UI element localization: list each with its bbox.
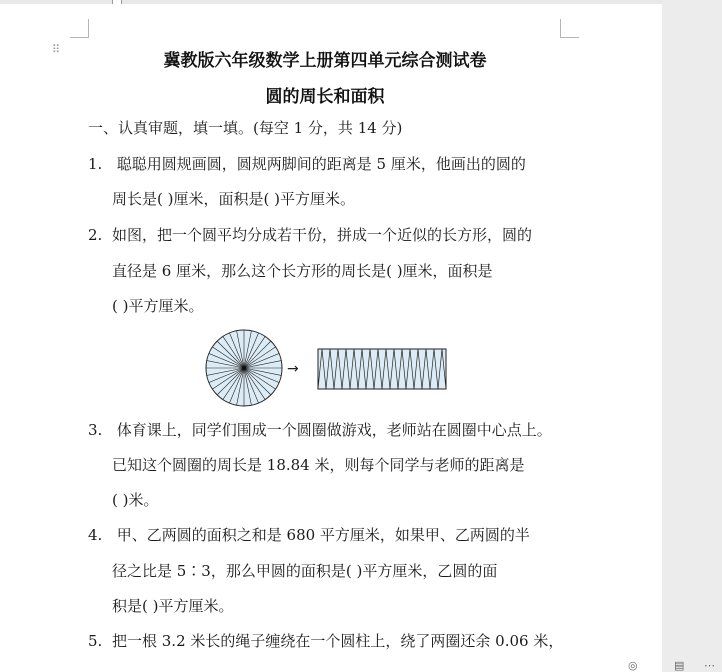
page-title: 冀教版六年级数学上册第四单元综合测试卷 — [163, 51, 487, 71]
page-subtitle: 圆的周长和面积 — [265, 87, 385, 107]
question-text: 聪聪用圆规画圆，圆规两脚间的距离是 5 厘米，他画出的圆的 — [112, 155, 526, 173]
question-text: 甲、乙两圆的面积之和是 680 平方厘米，如果甲、乙两圆的半 — [112, 526, 530, 544]
question-number: 2. — [88, 226, 103, 244]
question-2-line-2: 直径是 6 厘米，那么这个长方形的周长是( )厘米，面积是 — [112, 262, 493, 280]
question-4-line-2: 径之比是 5∶3，那么甲圆的面积是( )平方厘米，乙圆的面 — [112, 562, 498, 580]
question-3-line-2: 已知这个圆圈的周长是 18.84 米，则每个同学与老师的距离是 — [112, 456, 525, 474]
question-number: 5. — [88, 632, 103, 650]
question-text: 体育课上，同学们围成一个圆圈做游戏，老师站在圆圈中心点上。 — [112, 421, 552, 439]
question-number: 3. — [88, 421, 103, 439]
workspace-margin — [662, 0, 722, 672]
drag-handle-icon[interactable]: ⠿ — [52, 43, 62, 56]
status-bar — [620, 660, 722, 672]
question-4-line-3: 积是( )平方厘米。 — [112, 597, 234, 615]
question-3 — [88, 419, 552, 440]
question-1 — [88, 153, 526, 174]
document-page — [0, 4, 662, 672]
question-number: 1. — [88, 155, 103, 173]
question-1-line-2: 周长是( )厘米，面积是( )平方厘米。 — [112, 190, 355, 208]
circle-to-rectangle-figure — [203, 328, 453, 408]
question-text: 如图，把一个圆平均分成若干份，拼成一个近似的长方形，圆的 — [112, 226, 533, 244]
page-view-icon[interactable]: ▤ — [674, 659, 685, 672]
target-icon[interactable]: ◎ — [628, 659, 638, 672]
margin-corner-top-left — [70, 19, 89, 38]
margin-corner-top-right — [560, 19, 579, 38]
arrow-icon: → — [287, 361, 299, 377]
section-heading: 一、认真审题，填一填。(每空 1 分，共 14 分) — [88, 119, 403, 137]
question-4 — [88, 524, 530, 545]
question-5 — [88, 630, 563, 651]
question-3-line-3: ( )米。 — [112, 491, 159, 509]
question-2 — [88, 224, 532, 245]
question-text: 把一根 3.2 米长的绳子缠绕在一个圆柱上，绕了两圈还余 0.06 米， — [112, 632, 564, 650]
circle-center — [242, 366, 246, 370]
question-2-line-3: ( )平方厘米。 — [112, 297, 204, 315]
question-number: 4. — [88, 526, 103, 544]
more-icon[interactable]: ⋯ — [704, 659, 715, 672]
